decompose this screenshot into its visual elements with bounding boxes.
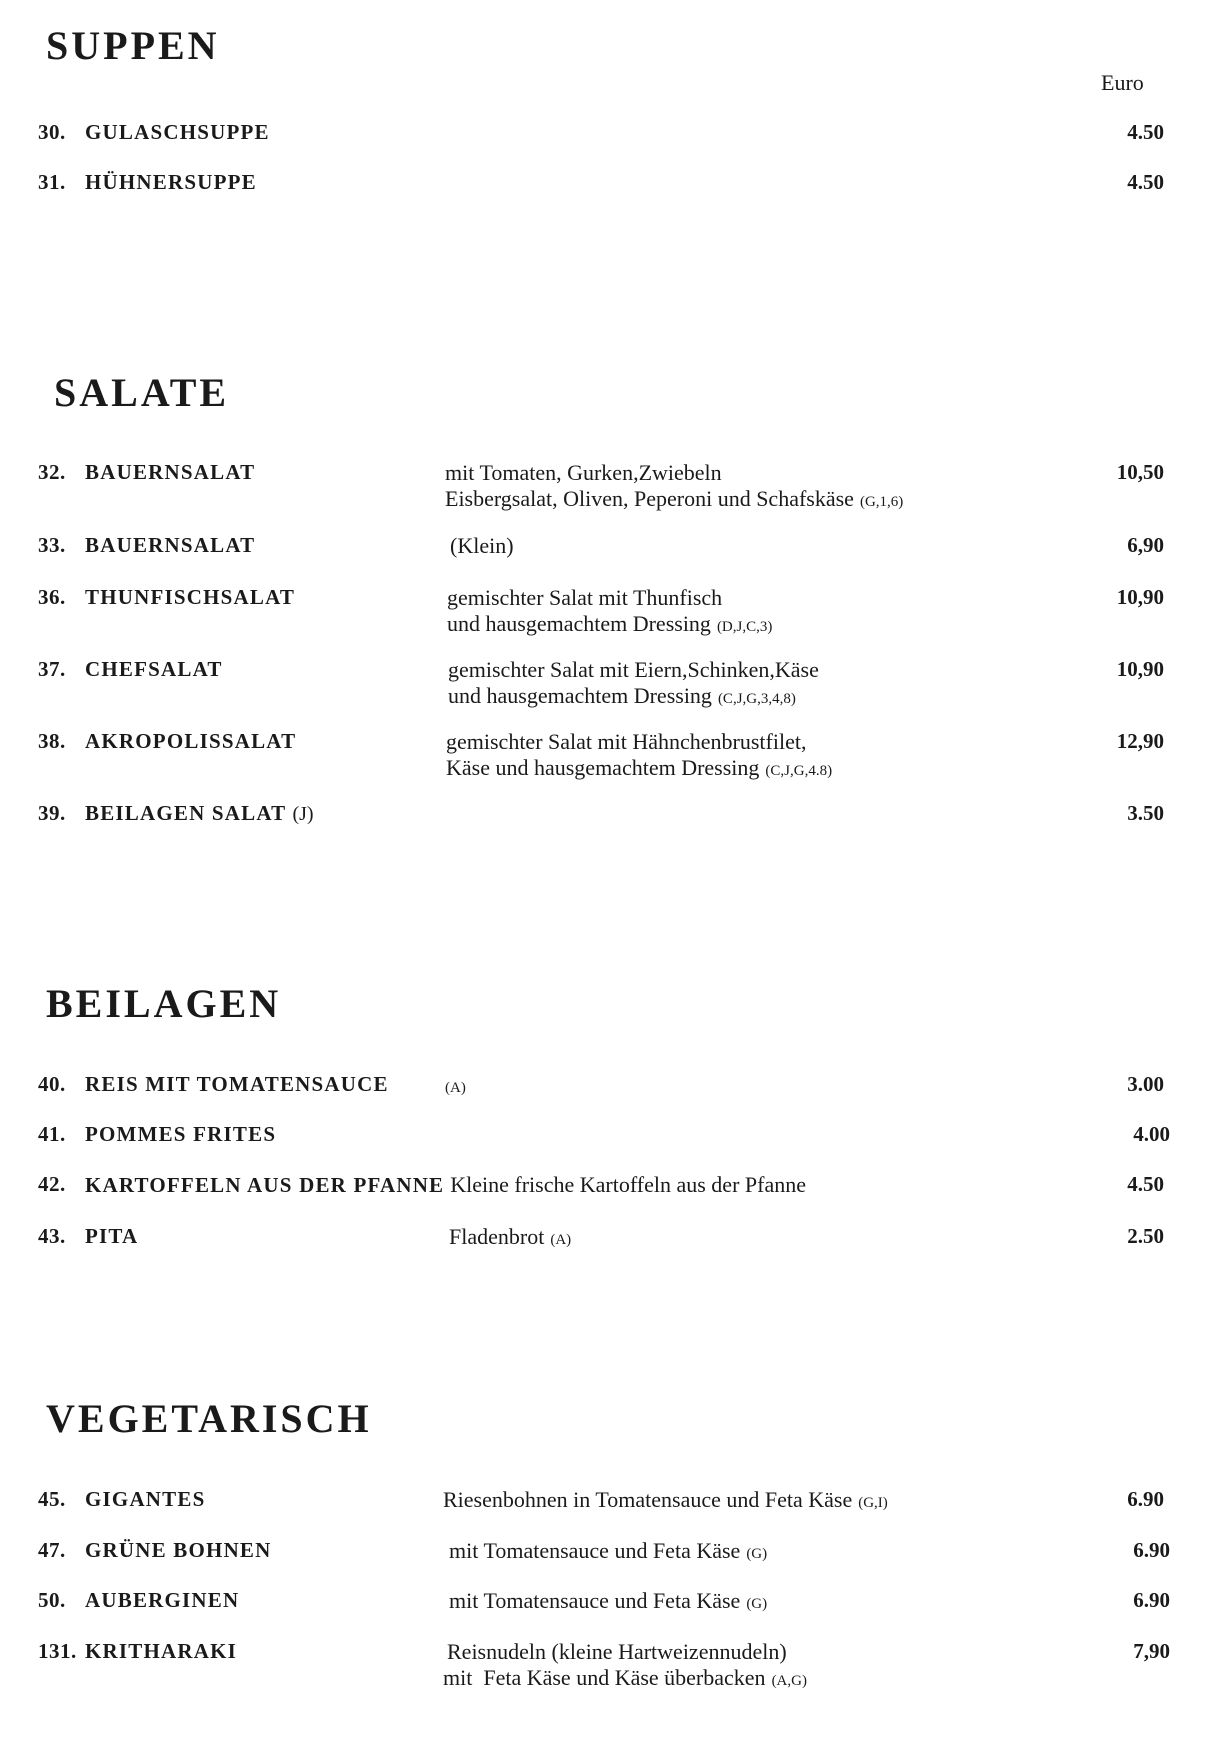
item-price: 7,90 xyxy=(1133,1639,1170,1663)
item-price: 6.90 xyxy=(1127,1487,1164,1511)
item-description xyxy=(449,1588,767,1617)
item-price: 12,90 xyxy=(1116,729,1164,753)
section-title-beilagen: BEILAGEN xyxy=(46,981,282,1026)
item-description xyxy=(445,1072,466,1101)
item-price: 10,90 xyxy=(1116,585,1164,609)
description-line: gemischter Salat mit Hähnchenbrustfilet, xyxy=(446,729,807,754)
item-number: 33. xyxy=(38,533,66,557)
item-number: 32. xyxy=(38,460,66,484)
item-description xyxy=(448,657,819,712)
description-line: gemischter Salat mit Eiern,Schinken,Käse xyxy=(448,657,819,682)
section-title-suppen: SUPPEN xyxy=(46,23,220,68)
description-text: und hausgemachtem Dressing xyxy=(448,683,712,708)
item-description xyxy=(449,1224,571,1253)
section-title-vegetarisch: VEGETARISCH xyxy=(46,1396,372,1441)
item-number: 41. xyxy=(38,1122,66,1146)
item-price: 3.50 xyxy=(1127,801,1164,825)
item-name: KRITHARAKI xyxy=(85,1639,238,1663)
item-name: PITA xyxy=(85,1224,139,1248)
item-price: 6.90 xyxy=(1133,1538,1170,1562)
description-line: gemischter Salat mit Thunfisch xyxy=(447,585,723,610)
allergen-codes: (G) xyxy=(746,1546,768,1562)
item-description xyxy=(443,1487,888,1516)
item-name: GRÜNE BOHNEN xyxy=(85,1538,272,1562)
item-description xyxy=(449,1538,767,1567)
allergen-codes: (A) xyxy=(445,1080,466,1096)
description-line xyxy=(446,755,832,784)
item-description xyxy=(447,585,772,640)
allergen-codes: (A) xyxy=(550,1232,572,1248)
item-name: POMMES FRITES xyxy=(85,1122,277,1146)
description-line xyxy=(447,611,772,640)
description-text: Eisbergsalat, Oliven, Peperoni und Schafskäse xyxy=(445,486,854,511)
item-name: BAUERNSALAT xyxy=(85,460,256,484)
item-price: 4.50 xyxy=(1127,170,1164,194)
description-line xyxy=(449,1588,767,1617)
item-name: AUBERGINEN xyxy=(85,1588,240,1612)
allergen-codes: (D,J,C,3) xyxy=(716,619,773,635)
description-text: mit Feta Käse und Käse überbacken xyxy=(443,1665,766,1690)
item-name: CHEFSALAT xyxy=(85,657,223,681)
item-number: 47. xyxy=(38,1538,66,1562)
description-line: mit Tomaten, Gurken,Zwiebeln xyxy=(445,460,722,485)
item-name: HÜHNERSUPPE xyxy=(85,170,257,194)
description-text: Riesenbohnen in Tomatensauce und Feta Käse xyxy=(443,1487,853,1512)
item-number: 50. xyxy=(38,1588,66,1612)
item-price: 3.00 xyxy=(1127,1072,1164,1096)
allergen-codes: (C,J,G,4.8) xyxy=(765,763,833,779)
description-text: mit Tomatensauce und Feta Käse xyxy=(449,1588,741,1613)
item-price: 10,50 xyxy=(1116,460,1164,484)
description-line: Reisnudeln (kleine Hartweizennudeln) xyxy=(447,1639,787,1664)
item-description: Kleine frische Kartoffeln aus der Pfanne xyxy=(450,1172,806,1197)
description-line xyxy=(449,1224,571,1253)
item-number: 36. xyxy=(38,585,66,609)
item-name-text: BEILAGEN SALAT xyxy=(85,801,287,825)
item-price: 6.90 xyxy=(1133,1588,1170,1612)
item-name: GIGANTES xyxy=(85,1487,206,1511)
description-text: und hausgemachtem Dressing xyxy=(447,611,711,636)
item-name-text: KARTOFFELN AUS DER PFANNE xyxy=(85,1173,445,1197)
item-name xyxy=(85,1172,806,1198)
item-number: 38. xyxy=(38,729,66,753)
item-number: 45. xyxy=(38,1487,66,1511)
description-text: Fladenbrot xyxy=(449,1224,545,1249)
item-number: 42. xyxy=(38,1172,66,1196)
item-description xyxy=(446,729,832,784)
section-title-salate: SALATE xyxy=(54,370,230,415)
description-line: (Klein) xyxy=(450,533,514,558)
item-name: THUNFISCHSALAT xyxy=(85,585,296,609)
item-name: GULASCHSUPPE xyxy=(85,120,270,144)
description-text: Käse und hausgemachtem Dressing xyxy=(446,755,760,780)
allergen-codes: (C,J,G,3,4,8) xyxy=(717,691,796,707)
allergen-codes: (J) xyxy=(292,803,314,825)
item-name: BAUERNSALAT xyxy=(85,533,256,557)
item-description xyxy=(450,533,514,559)
item-name xyxy=(85,801,314,826)
allergen-codes: (G,1,6) xyxy=(859,494,904,510)
item-number: 30. xyxy=(38,120,66,144)
item-price: 10,90 xyxy=(1116,657,1164,681)
item-price: 4.50 xyxy=(1127,1172,1164,1196)
description-line xyxy=(445,486,903,515)
item-name: REIS MIT TOMATENSAUCE xyxy=(85,1072,389,1096)
description-text: mit Tomatensauce und Feta Käse xyxy=(449,1538,741,1563)
allergen-codes: (G,I) xyxy=(858,1495,888,1511)
item-price: 2.50 xyxy=(1127,1224,1164,1248)
item-description xyxy=(445,460,903,515)
description-line xyxy=(443,1487,888,1516)
item-number: 43. xyxy=(38,1224,66,1248)
item-price: 4.50 xyxy=(1127,120,1164,144)
item-number: 37. xyxy=(38,657,66,681)
item-name: AKROPOLISSALAT xyxy=(85,729,297,753)
allergen-codes: (G) xyxy=(746,1596,768,1612)
item-number: 131. xyxy=(38,1639,77,1663)
item-price: 6,90 xyxy=(1127,533,1164,557)
description-line xyxy=(443,1665,807,1694)
item-number: 31. xyxy=(38,170,66,194)
currency-label: Euro xyxy=(1101,70,1144,95)
item-description xyxy=(443,1639,807,1694)
description-line xyxy=(448,683,819,712)
item-price: 4.00 xyxy=(1133,1122,1170,1146)
item-number: 39. xyxy=(38,801,66,825)
item-number: 40. xyxy=(38,1072,66,1096)
allergen-codes: (A,G) xyxy=(771,1673,807,1689)
description-line xyxy=(449,1538,767,1567)
